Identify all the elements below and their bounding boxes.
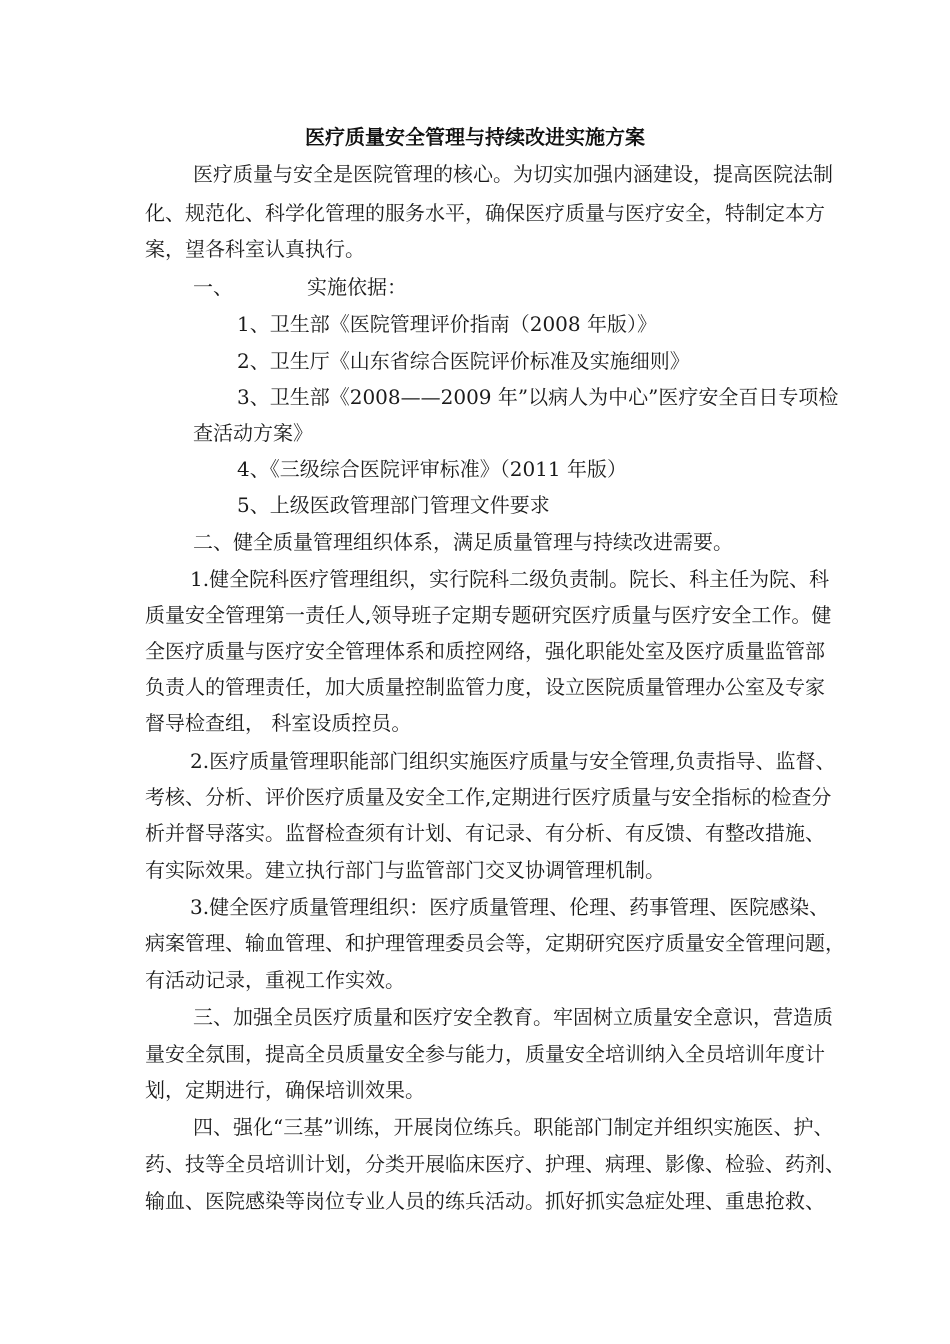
list-item: 2、卫生厅《山东省综合医院评价标准及实施细则》 bbox=[237, 349, 690, 373]
paragraph-line: 划，定期进行，确保培训效果。 bbox=[145, 1078, 425, 1102]
list-item: 3、卫生部《2008——2009 年”以病人为中心”医疗安全百日专项检 bbox=[237, 385, 839, 409]
paragraph-line: 四、强化“三基”训练，开展岗位练兵。职能部门制定并组织实施医、护、 bbox=[193, 1115, 834, 1139]
paragraph-line: 析并督导落实。监督检查须有计划、有记录、有分析、有反馈、有整改措施、 bbox=[145, 821, 825, 845]
paragraph-line: 1.健全院科医疗管理组织，实行院科二级负责制。院长、科主任为院、科 bbox=[190, 567, 830, 591]
paragraph-line: 输血、医院感染等岗位专业人员的练兵活动。抓好抓实急症处理、重患抢救、 bbox=[145, 1189, 825, 1213]
list-item: 1、卫生部《医院管理评价指南（2008 年版）》 bbox=[237, 312, 657, 336]
section-number: 一、 bbox=[193, 275, 233, 299]
list-item-continuation: 查活动方案》 bbox=[193, 421, 313, 445]
paragraph-line: 考核、分析、评价医疗质量及安全工作,定期进行医疗质量与安全指标的检查分 bbox=[145, 785, 832, 809]
section-heading: 二、健全质量管理组织体系，满足质量管理与持续改进需要。 bbox=[193, 530, 733, 554]
paragraph-line: 督导检查组， 科室设质控员。 bbox=[145, 711, 412, 735]
list-item: 5、上级医政管理部门管理文件要求 bbox=[237, 493, 550, 517]
paragraph-line: 案，望各科室认真执行。 bbox=[145, 237, 365, 261]
paragraph-line: 2.医疗质量管理职能部门组织实施医疗质量与安全管理,负责指导、监督、 bbox=[190, 749, 836, 773]
paragraph-line: 药、技等全员培训计划，分类开展临床医疗、护理、病理、影像、检验、药剂、 bbox=[145, 1152, 845, 1176]
paragraph-line: 全医疗质量与医疗安全管理体系和质控网络，强化职能处室及医疗质量监管部 bbox=[145, 639, 825, 663]
paragraph-line: 质量安全管理第一责任人,领导班子定期专题研究医疗质量与医疗安全工作。健 bbox=[145, 603, 832, 627]
paragraph-line: 三、加强全员医疗质量和医疗安全教育。牢固树立质量安全意识，营造质 bbox=[193, 1005, 833, 1029]
paragraph-line: 负责人的管理责任，加大质量控制监管力度，设立医院质量管理办公室及专家 bbox=[145, 675, 825, 699]
paragraph-line: 量安全氛围，提高全员质量安全参与能力，质量安全培训纳入全员培训年度计 bbox=[145, 1042, 825, 1066]
paragraph-line: 医疗质量与安全是医院管理的核心。为切实加强内涵建设，提高医院法制 bbox=[193, 162, 833, 186]
paragraph-line: 有活动记录，重视工作实效。 bbox=[145, 968, 405, 992]
paragraph-line: 化、规范化、科学化管理的服务水平，确保医疗质量与医疗安全，特制定本方 bbox=[145, 201, 825, 225]
paragraph-line: 病案管理、输血管理、和护理管理委员会等，定期研究医疗质量安全管理问题， bbox=[145, 931, 845, 955]
paragraph-line: 3.健全医疗质量管理组织：医疗质量管理、伦理、药事管理、医院感染、 bbox=[190, 895, 830, 919]
section-heading: 实施依据： bbox=[307, 275, 407, 299]
paragraph-line: 有实际效果。建立执行部门与监管部门交叉协调管理机制。 bbox=[145, 858, 665, 882]
document-title: 医疗质量安全管理与持续改进实施方案 bbox=[305, 125, 645, 149]
list-item: 4、《三级综合医院评审标准》（2011 年版） bbox=[237, 457, 627, 481]
